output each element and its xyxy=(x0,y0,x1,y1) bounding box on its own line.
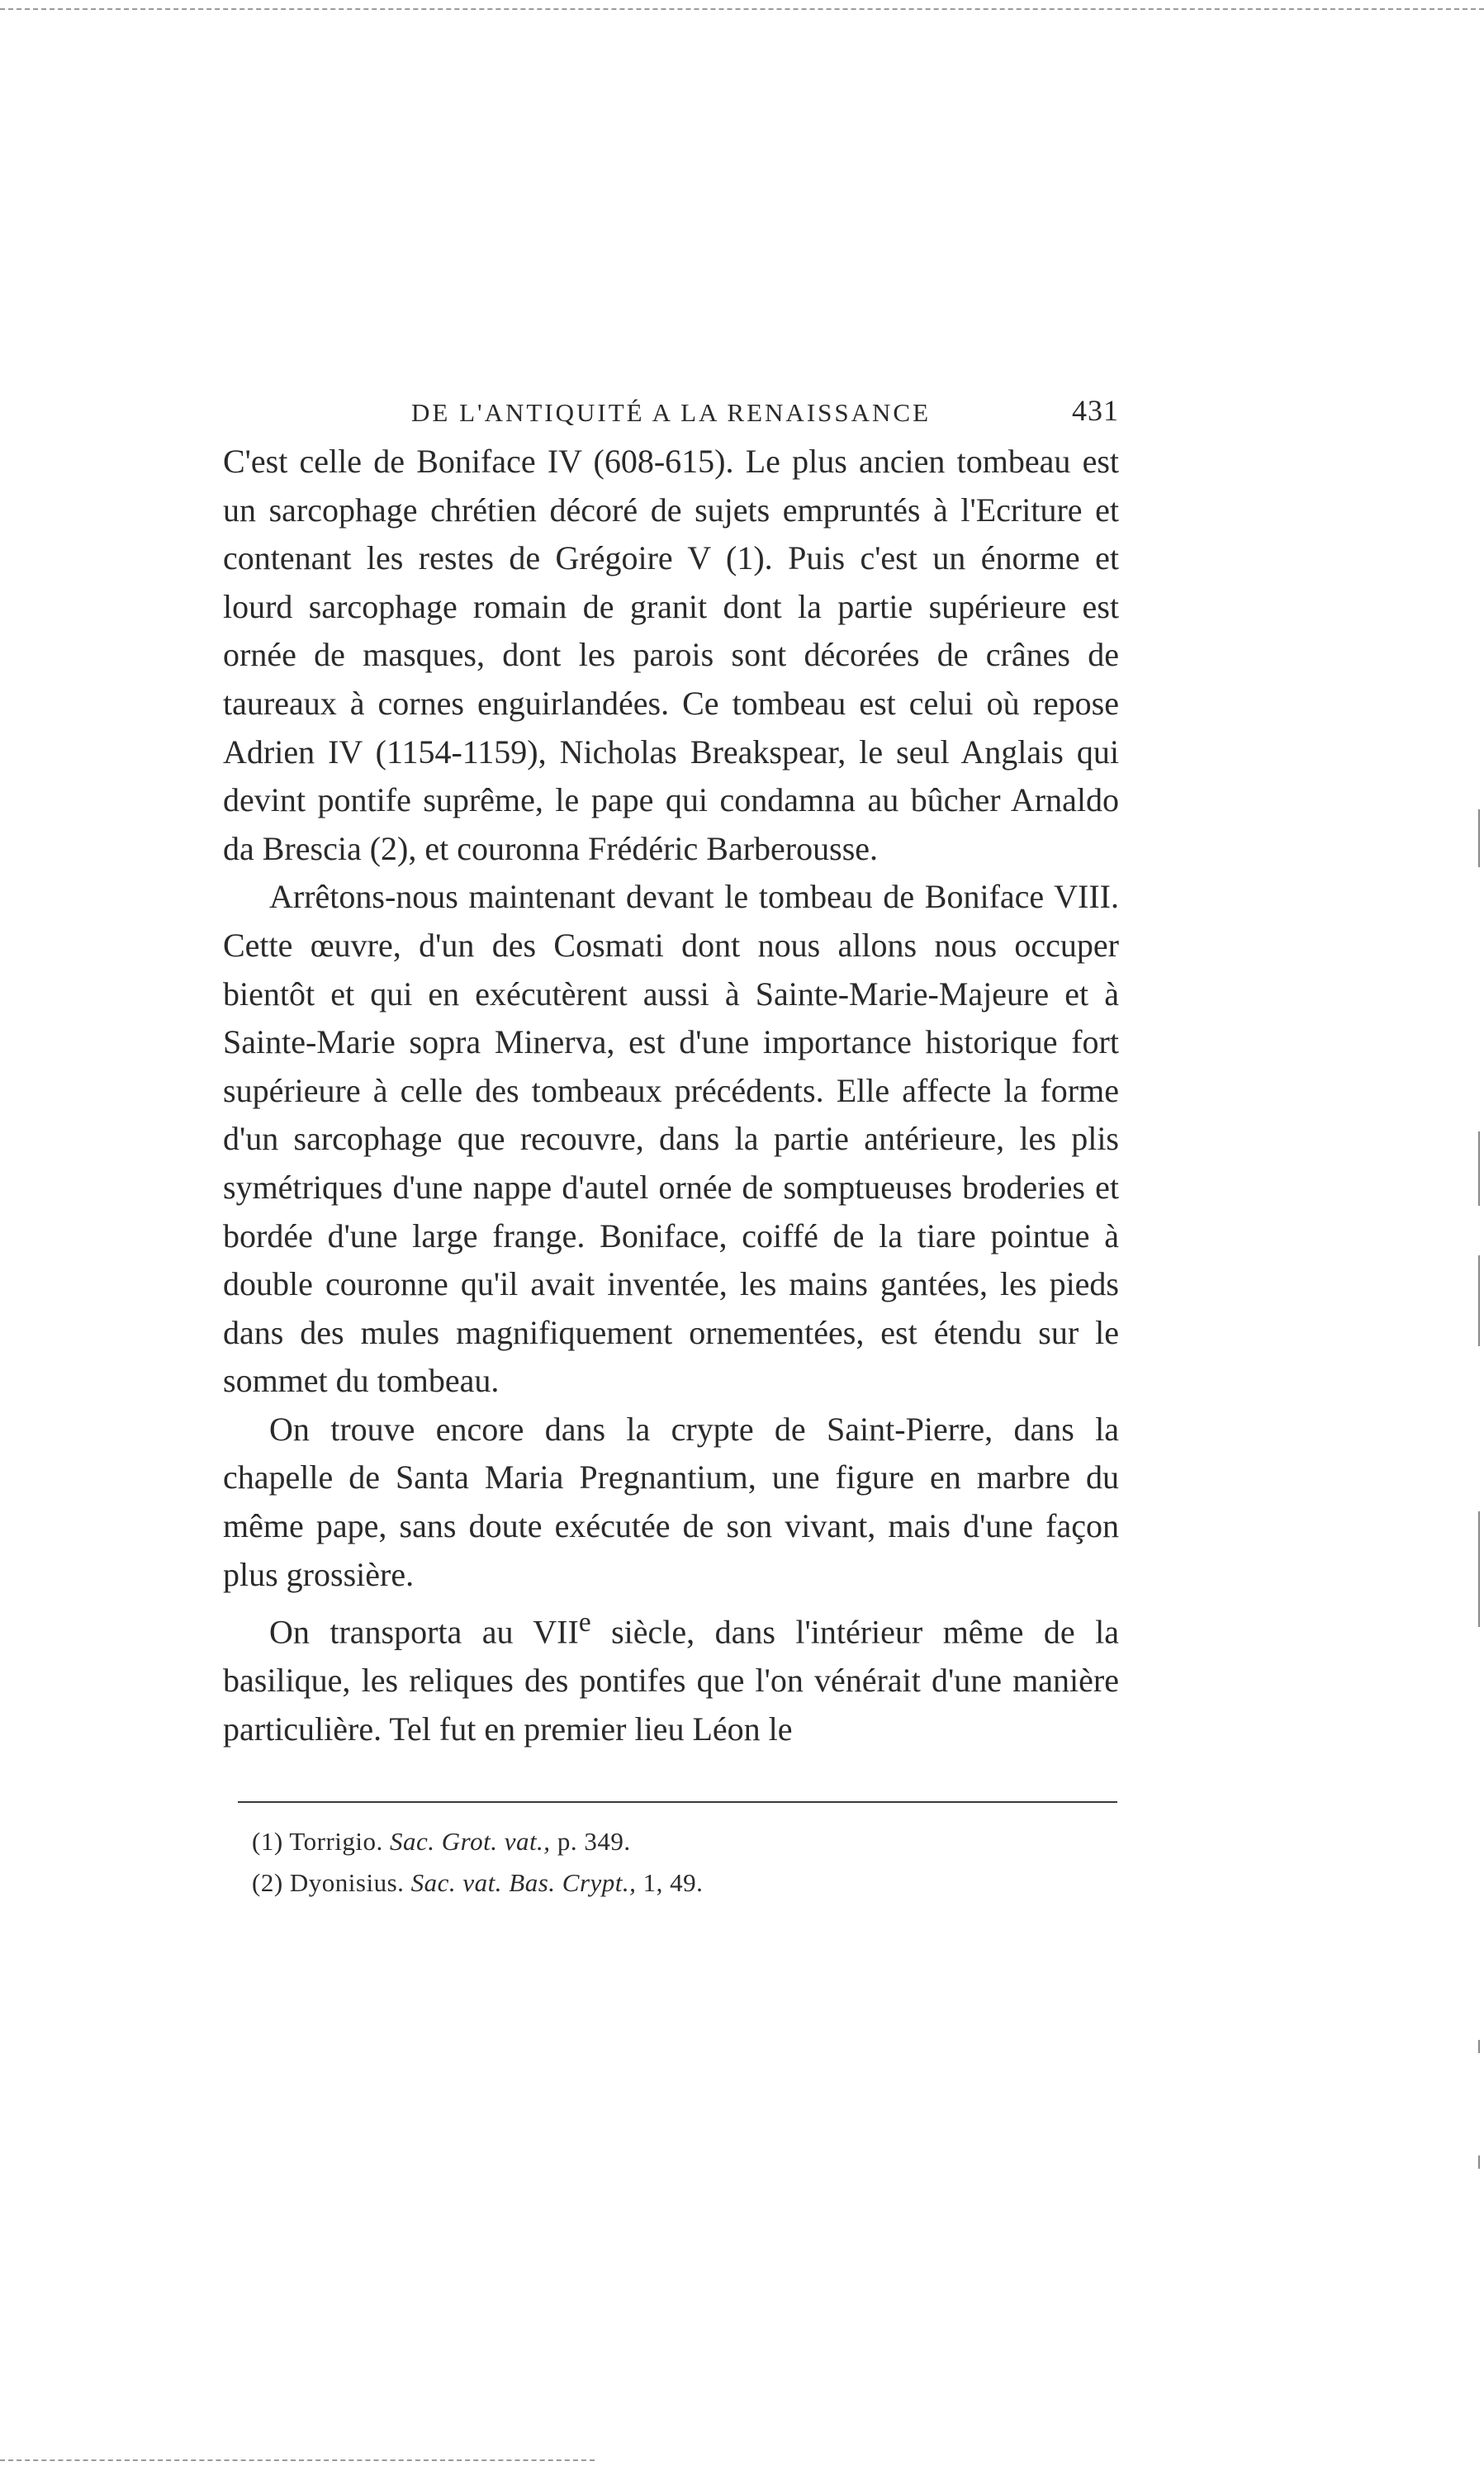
footnote-marker: (2) xyxy=(252,1868,283,1898)
paragraph: On trouve encore dans la crypte de Saint-Pierre, dans la chapelle de Santa Maria Pregnantium, une figure en marbre du même pape, sans doute exécutée de son vivant, mais d'une façon plus grossière. xyxy=(223,1410,1119,1593)
footnote-source: Sac. Grot. vat., xyxy=(390,1827,551,1857)
footnote xyxy=(252,1821,1119,1862)
footnote xyxy=(252,1862,1119,1904)
footnote-author: Torrigio. xyxy=(289,1827,383,1857)
body-text xyxy=(223,438,1119,1753)
scan-edge-bottom xyxy=(0,2459,595,2461)
footnotes xyxy=(252,1821,1119,1904)
footnote-marker: (1) xyxy=(252,1827,283,1857)
scan-edge-top xyxy=(0,8,1484,10)
footnote-source: Sac. vat. Bas. Crypt., xyxy=(410,1868,637,1898)
paragraph-text-start: On transporta au VII xyxy=(269,1613,579,1651)
paragraph xyxy=(223,1599,1119,1753)
footnote-reference: p. 349. xyxy=(557,1827,631,1857)
running-head xyxy=(223,388,1119,438)
superscript: e xyxy=(578,1607,591,1639)
paragraph: Arrêtons-nous maintenant devant le tombeau de Boniface VIII. Cette œuvre, d'un des Cosmati dont nous allons nous occuper bientôt et qui en exécutèrent aussi à Sainte-Marie-Majeure et à Sainte-Marie sopra Minerva, est d'une importance historique fort supérieure à celle des tombeaux précédents. Elle affecte la forme d'un sarcophage que recouvre, dans la partie antérieure, les plis symétriques d'une nappe d'autel ornée de somptueuses broderies et bordée d'une large frange. Boniface, coiffé de la tiare pointue à double couronne qu'il avait inventée, les mains gantées, les pieds dans des mules magnifiquement ornementées, est étendu sur le sommet du tombeau. xyxy=(223,878,1119,1400)
footnote-divider xyxy=(238,1801,1117,1803)
scan-margin-mark xyxy=(1478,1255,1480,1346)
scan-margin-mark xyxy=(1478,2156,1480,2169)
running-title: DE L'ANTIQUITÉ A LA RENAISSANCE xyxy=(411,398,932,427)
scan-margin-mark xyxy=(1478,809,1480,867)
page-number: 431 xyxy=(1072,394,1119,427)
scan-margin-mark xyxy=(1478,1131,1480,1206)
scan-margin-mark xyxy=(1478,1511,1480,1627)
footnote-reference: 1, 49. xyxy=(642,1868,704,1898)
footnote-author: Dyonisius. xyxy=(289,1868,405,1898)
book-page xyxy=(223,388,1119,1904)
paragraph: C'est celle de Boniface IV (608-615). Le plus ancien tombeau est un sarcophage chrétien décoré de sujets empruntés à l'Ecriture et contenant les restes de Grégoire V (1). Puis c'est un énorme et lourd sarcophage romain de granit dont la partie supérieure est ornée de masques, dont les parois sont décorées de crânes de taureaux à cornes enguirlandées. Ce tombeau est celui où repose Adrien IV (1154-1159), Nicholas Breakspear, le seul Anglais qui devint pontife suprême, le pape qui condamna au bûcher Arnaldo da Brescia (2), et couronna Frédéric Barberousse. xyxy=(223,443,1119,867)
scan-margin-mark xyxy=(1478,2040,1480,2053)
paragraph-text-end: siècle, dans l'intérieur même de la basilique, les reliques des pontifes que l'on vénérait d'une manière particulière. Tel fut en premier lieu Léon le xyxy=(223,1613,1119,1748)
